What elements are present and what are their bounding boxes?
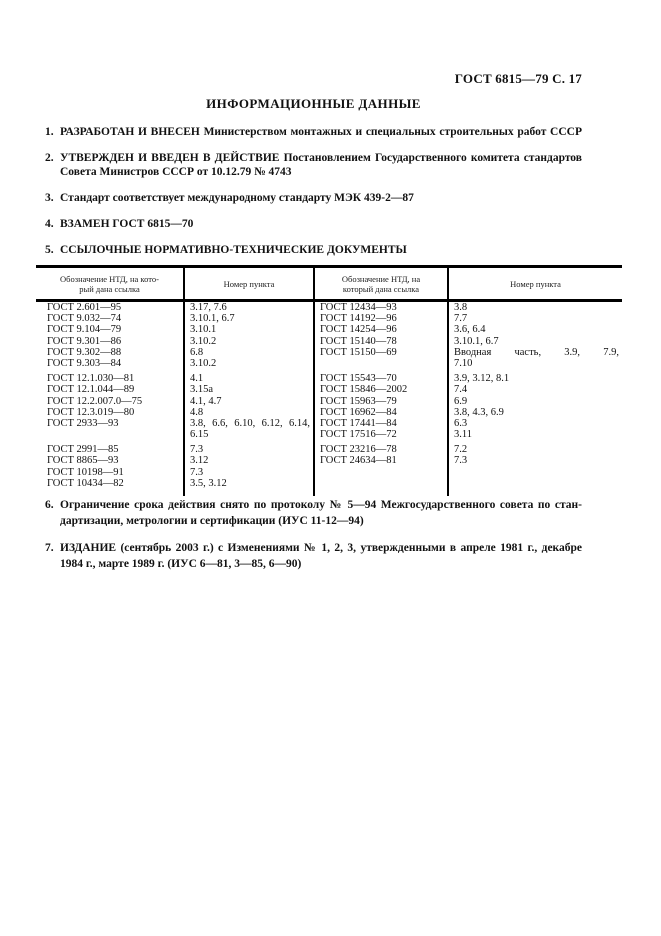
ntd-ref-cell: ГОСТ 2933—93	[47, 417, 119, 429]
clause-cell: 4.8	[183, 407, 313, 418]
ntd-ref-cell: ГОСТ 15846—2002	[313, 384, 447, 395]
list-item-line	[45, 541, 582, 557]
clause-cell: 3.8	[447, 302, 622, 313]
column-header	[36, 268, 183, 299]
ntd-ref-cell: ГОСТ 12434—93	[313, 302, 447, 313]
list-item-text: Стандарт соответствует международному стандарту МЭК 439-2—87	[60, 192, 414, 204]
clause-cell: 7.10	[447, 358, 622, 369]
list-item	[45, 191, 582, 205]
table-row	[36, 429, 622, 440]
ntd-ref-cell: ГОСТ 23216—78	[313, 440, 447, 455]
table-row-spacer	[36, 489, 622, 496]
ntd-ref-cell: ГОСТ 2991—85	[47, 444, 119, 456]
ntd-ref-cell: ГОСТ 9.104—79	[47, 324, 122, 336]
column-header-line: который дана ссылка	[342, 283, 420, 294]
empty-cell	[36, 489, 183, 496]
ntd-ref-cell: ГОСТ 12.1.044—89	[47, 384, 135, 396]
info-items-top	[45, 125, 582, 269]
ntd-ref-cell: ГОСТ 12.2.007.0—75	[47, 395, 143, 407]
list-item-text: Ограничение срока действия снято по протоколу № 5—94 Межгосударственного совета по стан-	[60, 499, 582, 511]
table-row	[36, 324, 622, 335]
list-item-text: дартизации, метрологии и сертификации (ИУС 11-12—94)	[60, 514, 364, 527]
list-item	[45, 541, 582, 572]
ntd-ref-cell: ГОСТ 15150—69	[313, 347, 447, 358]
table-row	[36, 336, 622, 347]
clause-cell: 6.3	[447, 418, 622, 429]
list-item-line	[45, 151, 582, 165]
page-title: ИНФОРМАЦИОННЫЕ ДАННЫЕ	[206, 96, 421, 111]
table-row	[36, 384, 622, 395]
list-item-text: ВЗАМЕН ГОСТ 6815—70	[60, 218, 194, 230]
ntd-ref-cell: ГОСТ 15543—70	[313, 369, 447, 384]
clause-cell: 3.12	[183, 455, 313, 466]
column-header-line: Номер пункта	[510, 278, 561, 289]
ntd-ref-cell: ГОСТ 10434—82	[47, 477, 124, 489]
reference-table	[36, 265, 622, 496]
list-item	[45, 243, 582, 257]
table-header-row	[36, 265, 622, 302]
list-item-line	[60, 557, 582, 573]
list-item	[45, 151, 582, 179]
list-item-number: 4.	[45, 218, 54, 230]
clause-cell: 6.9	[447, 396, 622, 407]
table-row	[36, 407, 622, 418]
clause-cell: 4.1	[183, 369, 313, 384]
list-item-number: 2.	[45, 152, 54, 164]
page-header: ГОСТ 6815—79 С. 17	[454, 71, 582, 86]
clause-cell: 3.10.2	[183, 358, 313, 369]
ntd-ref-cell: ГОСТ 9.303—84	[47, 357, 122, 369]
clause-cell: Вводная часть, 3.9, 7.9,	[447, 347, 622, 358]
ntd-ref-cell	[313, 478, 447, 489]
table-row	[36, 478, 622, 489]
ntd-ref-cell	[313, 358, 447, 369]
list-item-line	[60, 514, 582, 530]
list-item-line	[60, 165, 582, 179]
list-item-text: РАЗРАБОТАН И ВНЕСЕН Министерством монтажных и специальных строительных работ СССР	[60, 126, 582, 138]
list-item-text: 1984 г., марте 1989 г. (ИУС 6—81, 3—85, 6—90)	[60, 557, 302, 570]
table-body	[36, 302, 622, 496]
ntd-ref-cell	[36, 429, 183, 440]
clause-cell: 7.3	[447, 455, 622, 466]
clause-cell: 3.10.1, 6.7	[183, 313, 313, 324]
ntd-ref-cell: ГОСТ 9.301—86	[47, 335, 122, 347]
clause-cell: 7.4	[447, 384, 622, 395]
clause-cell: 3.10.1, 6.7	[447, 336, 622, 347]
list-item-line	[45, 217, 582, 231]
table-row	[36, 396, 622, 407]
clause-cell: 3.10.1	[183, 324, 313, 335]
list-item	[45, 217, 582, 231]
ntd-ref-cell: ГОСТ 8865—93	[47, 455, 119, 467]
clause-cell: 3.5, 3.12	[183, 478, 313, 489]
clause-cell: 3.10.2	[183, 336, 313, 347]
empty-cell	[183, 489, 313, 496]
clause-cell: 3.11	[447, 429, 622, 440]
clause-cell: 7.7	[447, 313, 622, 324]
table-row	[36, 418, 622, 429]
empty-cell	[313, 489, 447, 496]
list-item-text: ССЫЛОЧНЫЕ НОРМАТИВНО-ТЕХНИЧЕСКИЕ ДОКУМЕНТЫ	[60, 244, 407, 256]
list-item-line	[45, 498, 582, 514]
table-row	[36, 467, 622, 478]
ntd-ref-cell: ГОСТ 17516—72	[313, 429, 447, 440]
clause-cell: 3.8, 6.6, 6.10, 6.12, 6.14,	[183, 418, 313, 429]
list-item-number: 3.	[45, 192, 54, 204]
info-items-bottom	[45, 498, 582, 584]
table-row	[36, 455, 622, 466]
list-item-text: Совета Министров СССР от 10.12.79 № 4743	[60, 166, 292, 178]
column-header	[313, 268, 447, 299]
ntd-ref-cell: ГОСТ 24634—81	[313, 455, 447, 466]
ntd-ref-cell: ГОСТ 14192—96	[313, 313, 447, 324]
ntd-ref-cell: ГОСТ 9.302—88	[47, 346, 122, 358]
list-item-text: ИЗДАНИЕ (сентябрь 2003 г.) с Изменениями № 1, 2, 3, утвержденными в апреле 1981 г., декабре	[60, 542, 582, 554]
ntd-ref-cell: ГОСТ 15963—79	[313, 396, 447, 407]
ntd-ref-cell: ГОСТ 15140—78	[313, 336, 447, 347]
table-row	[36, 369, 622, 384]
table-row	[36, 313, 622, 324]
column-header-line: Обозначение НТД, на	[341, 273, 421, 284]
table-row	[36, 440, 622, 455]
list-item-number: 5.	[45, 244, 54, 256]
list-item-number: 7.	[45, 542, 54, 554]
clause-cell: 7.3	[183, 440, 313, 455]
clause-cell	[447, 467, 622, 478]
list-item-text: УТВЕРЖДЕН И ВВЕДЕН В ДЕЙСТВИЕ Постановлением Государственного комитета стандартов	[60, 152, 582, 164]
column-header-line: Номер пункта	[223, 278, 275, 289]
table-row	[36, 302, 622, 313]
column-header-line: Обозначение НТД, на кото-	[60, 273, 159, 284]
list-item-line	[45, 191, 582, 205]
list-item	[45, 125, 582, 139]
clause-cell: 6.15	[183, 429, 313, 440]
ntd-ref-cell: ГОСТ 12.3.019—80	[47, 406, 135, 418]
column-header	[447, 268, 622, 299]
ntd-ref-cell: ГОСТ 9.032—74	[47, 313, 122, 325]
list-item-line	[45, 243, 582, 257]
clause-cell: 3.9, 3.12, 8.1	[447, 369, 622, 384]
list-item-line	[45, 125, 582, 139]
clause-cell: 6.8	[183, 347, 313, 358]
clause-cell: 7.2	[447, 440, 622, 455]
clause-cell: 4.1, 4.7	[183, 396, 313, 407]
ntd-ref-cell: ГОСТ 12.1.030—81	[47, 373, 135, 385]
table-row	[36, 358, 622, 369]
column-header-line: рый дана ссылка	[79, 283, 140, 294]
clause-cell: 3.6, 6.4	[447, 324, 622, 335]
list-item-number: 1.	[45, 126, 54, 138]
clause-cell	[447, 478, 622, 489]
list-item	[45, 498, 582, 529]
ntd-ref-cell	[313, 467, 447, 478]
table-row	[36, 347, 622, 358]
clause-cell: 3.8, 4.3, 6.9	[447, 407, 622, 418]
ntd-ref-cell: ГОСТ 17441—84	[313, 418, 447, 429]
clause-cell: 7.3	[183, 467, 313, 478]
empty-cell	[447, 489, 622, 496]
ntd-ref-cell: ГОСТ 10198—91	[47, 466, 124, 478]
column-header	[183, 268, 313, 299]
ntd-ref-cell: ГОСТ 16962—84	[313, 407, 447, 418]
list-item-number: 6.	[45, 499, 54, 511]
ntd-ref-cell: ГОСТ 2.601—95	[47, 302, 122, 313]
clause-cell: 3.15а	[183, 384, 313, 395]
ntd-ref-cell: ГОСТ 14254—96	[313, 324, 447, 335]
clause-cell: 3.17, 7.6	[183, 302, 313, 313]
